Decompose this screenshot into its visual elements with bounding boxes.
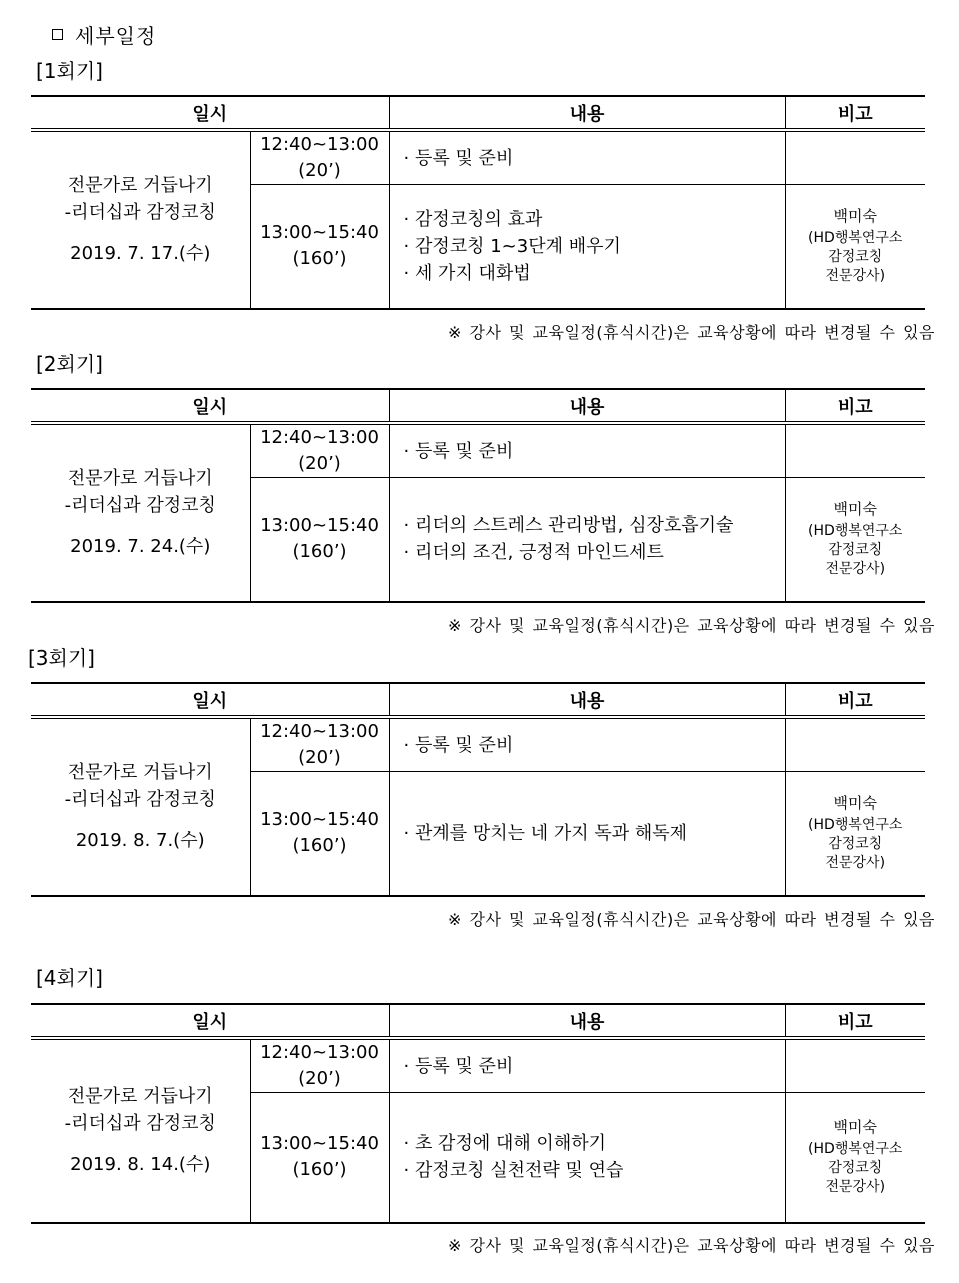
- instructor-name: 백미숙: [833, 499, 877, 518]
- time-cell: [250, 772, 389, 896]
- subject-line: -리더십과 감정코칭: [64, 495, 216, 517]
- note-cell-empty: [785, 423, 925, 478]
- note-line: 전문강사): [825, 560, 886, 577]
- schedule-notice: ※ 강사 및 교육일정(휴식시간)은 교육상황에 따라 변경될 수 있음: [448, 616, 935, 635]
- schedule-table: [31, 388, 925, 603]
- duration: (20’): [298, 160, 341, 181]
- time-range: 13:00~15:40: [260, 1133, 379, 1155]
- time-range: 13:00~15:40: [260, 515, 379, 537]
- time-cell: [250, 1093, 389, 1223]
- content-item: · 등록 및 준비: [403, 734, 514, 756]
- header-when: 일시: [31, 1004, 389, 1038]
- table-row: [31, 423, 925, 478]
- section-heading: [52, 20, 156, 49]
- note-line: (HD행복연구소: [808, 229, 903, 246]
- time-cell: [250, 185, 389, 309]
- time-range: 13:00~15:40: [260, 222, 379, 244]
- header-note: 비고: [785, 96, 925, 130]
- duration: (20’): [298, 747, 341, 768]
- schedule-notice: ※ 강사 및 교육일정(휴식시간)은 교육상황에 따라 변경될 수 있음: [448, 323, 935, 342]
- note-cell-empty: [785, 717, 925, 772]
- table-header-row: [31, 1004, 925, 1038]
- duration: (20’): [298, 453, 341, 474]
- header-note: 비고: [785, 683, 925, 717]
- content-cell: [389, 772, 785, 896]
- subject-line: 전문가로 거듭나기: [67, 468, 213, 490]
- duration: (160’): [292, 541, 347, 563]
- duration: (160’): [292, 248, 347, 270]
- content-item: · 등록 및 준비: [403, 147, 514, 169]
- subject-line: -리더십과 감정코칭: [64, 1113, 216, 1135]
- content-item: · 리더의 조건, 긍정적 마인드세트: [403, 542, 664, 564]
- note-cell-empty: [785, 130, 925, 185]
- schedule-table: [31, 1003, 925, 1224]
- header-when: 일시: [31, 96, 389, 130]
- subject-line: -리더십과 감정코칭: [64, 789, 216, 811]
- header-content: 내용: [389, 1004, 785, 1038]
- note-cell: [785, 478, 925, 602]
- instructor-name: 백미숙: [833, 206, 877, 225]
- table-header-row: [31, 389, 925, 423]
- time-cell: [250, 1038, 389, 1093]
- note-cell: [785, 1093, 925, 1223]
- time-cell: [250, 130, 389, 185]
- note-cell: [785, 185, 925, 309]
- header-when: 일시: [31, 683, 389, 717]
- subject-cell: [31, 1038, 250, 1223]
- content-cell: [389, 1038, 785, 1093]
- content-item: · 리더의 스트레스 관리방법, 심장호흡기술: [403, 515, 734, 537]
- header-note: 비고: [785, 1004, 925, 1038]
- note-line: 감정코칭: [828, 541, 883, 558]
- content-cell: [389, 185, 785, 309]
- subject-line: 전문가로 거듭나기: [67, 175, 213, 197]
- schedule-notice: ※ 강사 및 교육일정(휴식시간)은 교육상황에 따라 변경될 수 있음: [448, 1236, 935, 1255]
- table-header-row: [31, 96, 925, 130]
- section-title: 세부일정: [75, 24, 157, 48]
- content-item: · 초 감정에 대해 이해하기: [403, 1133, 606, 1155]
- header-content: 내용: [389, 683, 785, 717]
- header-when: 일시: [31, 389, 389, 423]
- note-cell-empty: [785, 1038, 925, 1093]
- note-line: 전문강사): [825, 1178, 886, 1195]
- time-cell: [250, 717, 389, 772]
- time-cell: [250, 478, 389, 602]
- note-line: 감정코칭: [828, 248, 883, 265]
- time-range: 12:40~13:00: [260, 134, 379, 155]
- duration: (160’): [292, 1159, 347, 1181]
- table-row: [31, 130, 925, 185]
- content-cell: [389, 1093, 785, 1223]
- time-range: 12:40~13:00: [260, 427, 379, 448]
- header-note: 비고: [785, 389, 925, 423]
- session-label: [1회기]: [36, 59, 103, 83]
- note-line: 전문강사): [825, 267, 886, 284]
- content-item: · 세 가지 대화법: [403, 262, 531, 284]
- subject-cell: [31, 423, 250, 602]
- instructor-name: 백미숙: [833, 1117, 877, 1136]
- note-cell: [785, 772, 925, 896]
- subject-cell: [31, 717, 250, 896]
- content-item: · 등록 및 준비: [403, 1055, 514, 1077]
- note-line: (HD행복연구소: [808, 1140, 903, 1157]
- session-label: [2회기]: [36, 352, 103, 376]
- session-date: 2019. 7. 17.(수): [70, 243, 211, 265]
- header-content: 내용: [389, 96, 785, 130]
- schedule-table: [31, 682, 925, 897]
- time-range: 13:00~15:40: [260, 809, 379, 831]
- duration: (20’): [298, 1068, 341, 1089]
- table-row: [31, 717, 925, 772]
- time-range: 12:40~13:00: [260, 1042, 379, 1063]
- content-cell: [389, 717, 785, 772]
- instructor-name: 백미숙: [833, 793, 877, 812]
- content-item: · 관계를 망치는 네 가지 독과 해독제: [403, 822, 687, 844]
- content-item: · 감정코칭의 효과: [403, 208, 543, 230]
- content-item: · 감정코칭 1~3단계 배우기: [403, 235, 621, 257]
- subject-cell: [31, 130, 250, 309]
- content-item: · 감정코칭 실천전략 및 연습: [403, 1160, 624, 1182]
- content-cell: [389, 130, 785, 185]
- table-header-row: [31, 683, 925, 717]
- session-date: 2019. 7. 24.(수): [70, 536, 211, 558]
- content-cell: [389, 478, 785, 602]
- table-row: [31, 1038, 925, 1093]
- session-label: [4회기]: [36, 966, 103, 990]
- subject-line: 전문가로 거듭나기: [67, 1086, 213, 1108]
- schedule-table: [31, 95, 925, 310]
- session-date: 2019. 8. 7.(수): [75, 830, 205, 852]
- schedule-notice: ※ 강사 및 교육일정(휴식시간)은 교육상황에 따라 변경될 수 있음: [448, 910, 935, 929]
- note-line: 감정코칭: [828, 835, 883, 852]
- session-date: 2019. 8. 14.(수): [70, 1154, 211, 1176]
- header-content: 내용: [389, 389, 785, 423]
- note-line: (HD행복연구소: [808, 522, 903, 539]
- subject-line: 전문가로 거듭나기: [67, 762, 213, 784]
- content-item: · 등록 및 준비: [403, 440, 514, 462]
- note-line: 전문강사): [825, 854, 886, 871]
- content-cell: [389, 423, 785, 478]
- checkbox-square-icon: [52, 29, 63, 40]
- note-line: 감정코칭: [828, 1159, 883, 1176]
- time-cell: [250, 423, 389, 478]
- session-label: [3회기]: [28, 646, 95, 670]
- note-line: (HD행복연구소: [808, 816, 903, 833]
- duration: (160’): [292, 835, 347, 857]
- time-range: 12:40~13:00: [260, 721, 379, 742]
- subject-line: -리더십과 감정코칭: [64, 202, 216, 224]
